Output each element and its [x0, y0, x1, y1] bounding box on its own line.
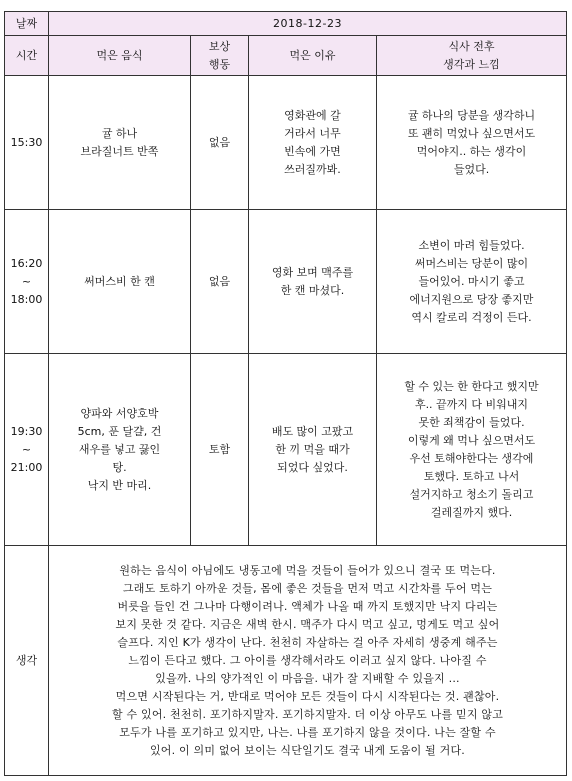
table-row — [5, 354, 567, 546]
col-header-reason: 먹은 이유 — [249, 36, 377, 76]
row-food: 써머스비 한 캔 — [49, 210, 191, 354]
row-compensation: 토함 — [191, 354, 249, 546]
row-food: 양파와 서양호박 5cm, 푼 달걀, 건 새우를 넣고 끓인 탕. 낙지 반 마리. — [49, 354, 191, 546]
row-time: 15:30 — [5, 76, 49, 210]
date-value: 2018-12-23 — [49, 12, 567, 36]
row-compensation: 없음 — [191, 210, 249, 354]
row-feeling: 귤 하나의 당분을 생각하니 또 괜히 먹었나 싶으면서도 먹어야지.. 하는 생각이 들었다. — [377, 76, 567, 210]
row-reason: 배도 많이 고팠고 한 끼 먹을 때가 되었다 싶었다. — [249, 354, 377, 546]
column-header-row — [5, 36, 567, 76]
col-header-food: 먹은 음식 — [49, 36, 191, 76]
row-compensation: 없음 — [191, 76, 249, 210]
row-time: 19:30 ~ 21:00 — [5, 354, 49, 546]
table-row — [5, 76, 567, 210]
row-reason: 영화관에 갈 거라서 너무 빈속에 가면 쓰러질까봐. — [249, 76, 377, 210]
date-label: 날짜 — [5, 12, 49, 36]
col-header-time: 시간 — [5, 36, 49, 76]
row-reason: 영화 보며 맥주를 한 캔 마셨다. — [249, 210, 377, 354]
reflection-label: 생각 — [5, 546, 49, 776]
reflection-row — [5, 546, 567, 776]
row-feeling: 할 수 있는 한 한다고 했지만 후.. 끝까지 다 비워내지 못한 죄책감이 들었다. 이렇게 왜 먹나 싶으면서도 우선 토해야한다는 생각에 토했다. 토하고 나서 설거지하고 청소기 돌리고 걸레질까지 했다. — [377, 354, 567, 546]
col-header-feeling: 식사 전후 생각과 느낌 — [377, 36, 567, 76]
row-time: 16:20 ~ 18:00 — [5, 210, 49, 354]
table-row — [5, 210, 567, 354]
reflection-text: 원하는 음식이 아님에도 냉동고에 먹을 것들이 들어가 있으니 결국 또 먹는다. 그래도 토하기 아까운 것들, 몸에 좋은 것들을 먼저 먹고 시간차를 두어 먹는 버릇을 들인 건 그나마 다행이려나. 액체가 나올 때 까지 토했지만 낙지 다리는 보지 못한 것 같다. 지금은 새벽 한시. 맥주가 다시 먹고 싶고, 멍게도 먹고 싶어 슬프다. 지인 K가 생각이 난다. 천천히 자살하는 걸 아주 자세히 생중계 해주는 느낌이 든다고 했다. 그 아이를 생각해서라도 이러고 싶지 않다. 나아질 수 있을까. 나의 양가적인 이 마음을. 내가 잘 지배할 수 있을지 ... 먹으면 시작된다는 거, 반대로 먹어야 모든 것들이 다시 시작된다는 것. 괜찮아. 할 수 있어. 천천히. 포기하지말자. 포기하지말자. 더 이상 아무도 나를 믿지 않고 모두가 나를 포기하고 있지만, 나는. 나를 포기하지 않을 것이다. 나는 잘할 수 있어. 이 의미 없어 보이는 식단일기도 결국 내게 도움이 될 거다. — [49, 546, 567, 776]
food-diary-table — [4, 11, 567, 776]
row-feeling: 소변이 마려 힘들었다. 써머스비는 당분이 많이 들어있어. 마시기 좋고 에너지원으로 당장 좋지만 역시 칼로리 걱정이 든다. — [377, 210, 567, 354]
col-header-compensation: 보상 행동 — [191, 36, 249, 76]
date-row — [5, 12, 567, 36]
row-food: 귤 하나 브라질너트 반쪽 — [49, 76, 191, 210]
